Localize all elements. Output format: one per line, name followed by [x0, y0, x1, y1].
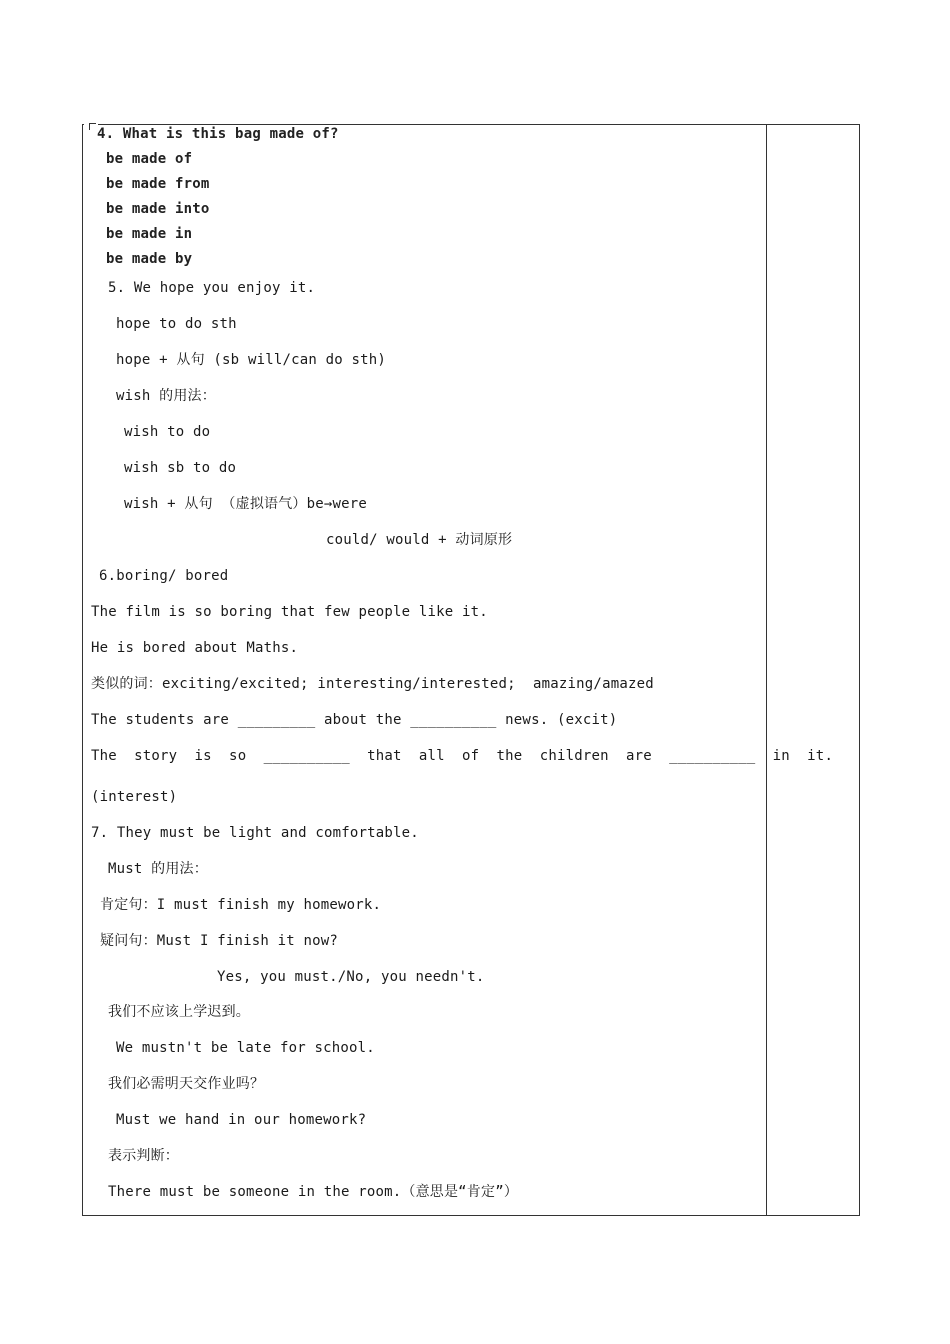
note-line: 疑问句：Must I finish it now?	[100, 933, 339, 949]
note-line: Must we hand in our homework?	[116, 1112, 367, 1128]
note-line: Yes, you must./No, you needn't.	[217, 969, 485, 985]
note-line: We mustn't be late for school.	[116, 1040, 375, 1056]
note-line: 表示判断：	[108, 1148, 179, 1164]
note-line: be made in	[106, 226, 193, 242]
note-line: He is bored about Maths.	[91, 640, 299, 656]
note-line: 5. We hope you enjoy it.	[108, 280, 316, 296]
note-line: wish 的用法：	[116, 388, 216, 404]
note-line: The story is so __________ that all of the children are __________ in it.	[91, 748, 834, 764]
note-line: 6.boring/ bored	[99, 568, 229, 584]
note-line: be made of	[106, 151, 193, 167]
column-divider	[766, 125, 767, 1215]
note-line: 肯定句：I must finish my homework.	[100, 897, 382, 913]
note-line: The film is so boring that few people like it.	[91, 604, 488, 620]
corner-mark	[89, 123, 96, 130]
note-line: 我们必需明天交作业吗？	[108, 1076, 265, 1092]
note-line: There must be someone in the room.（意思是“肯定”）	[108, 1184, 519, 1200]
note-line: hope to do sth	[116, 316, 237, 332]
note-line: wish to do	[124, 424, 211, 440]
note-line: Must 的用法：	[108, 861, 208, 877]
note-line: wish + 从句 （虚拟语气）be→were	[124, 496, 368, 512]
note-line: (interest)	[91, 789, 178, 805]
note-line: 7. They must be light and comfortable.	[91, 825, 419, 841]
note-line: 类似的词：exciting/excited; interesting/interested; amazing/amazed	[91, 676, 654, 692]
note-line: could/ would + 动词原形	[326, 532, 513, 548]
note-line: hope + 从句 (sb will/can do sth)	[116, 352, 387, 368]
note-line: be made from	[106, 176, 210, 192]
note-line: wish sb to do	[124, 460, 237, 476]
note-line: be made by	[106, 251, 193, 267]
note-line: The students are _________ about the __________ news. (excit)	[91, 712, 618, 728]
note-line: 4. What is this bag made of?	[97, 126, 339, 142]
note-line: 我们不应该上学迟到。	[108, 1004, 250, 1020]
note-line: be made into	[106, 201, 210, 217]
